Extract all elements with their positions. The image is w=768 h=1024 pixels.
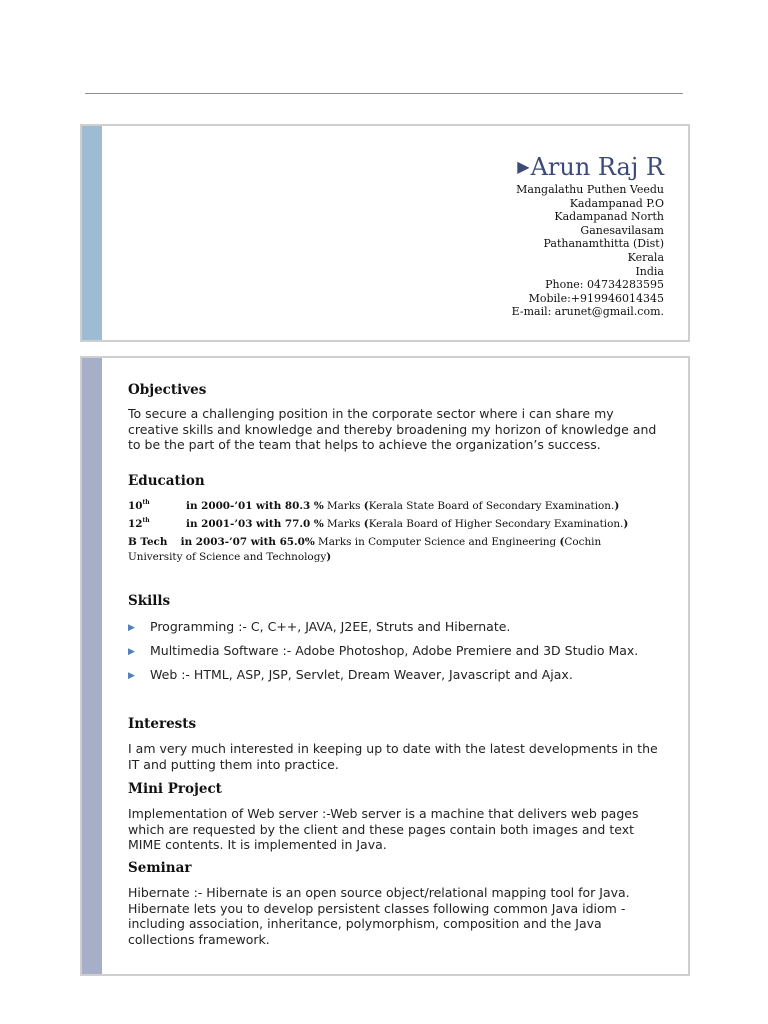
bullet-arrow-icon: ▶ <box>128 671 135 681</box>
address-line-district: Pathanamthitta (Dist) <box>543 237 664 251</box>
education-board: Kerala Board of Higher Secondary Examination. <box>368 518 624 530</box>
education-marks-label: Marks in Computer Science and Engineering <box>314 536 560 548</box>
address-line-area: Kadampanad North <box>554 210 664 224</box>
address-line-house: Mangalathu Puthen Veedu <box>516 183 664 196</box>
phone-line: Phone: 04734283595 <box>545 278 664 292</box>
skills-heading: Skills <box>128 593 171 609</box>
mini-project-heading: Mini Project <box>128 781 222 797</box>
address-line-po: Kadampanad P.O <box>569 196 664 210</box>
education-degree: B Tech <box>128 536 168 548</box>
objectives-text: To secure a challenging position in the corporate sector where i can share my creative skills and knowledge and thereby broadening my horizon of knowledge and to be the part of the team that helps to achieve the organization’s success. <box>128 406 657 452</box>
education-row-12th: 12th in 2001-’03 with 77.0 % Marks (Kerala Board of Higher Secondary Examination.) <box>128 517 629 530</box>
mini-project-text: Implementation of Web server :-Web server is a machine that delivers web pages which are requested by the client and these pages contain both images and text MIME contents. It is implemented in Java. <box>128 806 639 852</box>
name-text: Arun Raj R <box>530 153 664 181</box>
seminar-text: Hibernate :- Hibernate is an open source object/relational mapping tool for Java. Hibernate lets you to develop persistent classes following common Java idiom - including association, inheritance, polymorphism, composition and the Java collections framework. <box>128 885 630 947</box>
bullet-arrow-icon: ▶ <box>128 647 135 657</box>
education-detail: in 2003-’07 with 65.0% <box>180 536 315 548</box>
name-arrow-icon: ▶ <box>517 157 530 176</box>
education-row-btech: B Tech in 2003-’07 with 65.0% Marks in Computer Science and Engineering (Cochin University of Science and Technology) <box>128 536 602 563</box>
education-degree: 10th <box>128 499 150 512</box>
skill-text: Programming :- C, C++, JAVA, J2EE, Struts and Hibernate. <box>150 619 511 634</box>
mobile-line: Mobile:+919946014345 <box>528 291 664 305</box>
top-divider <box>85 93 683 94</box>
education-marks-label: Marks <box>323 500 364 512</box>
skill-text: Web :- HTML, ASP, JSP, Servlet, Dream Weaver, Javascript and Ajax. <box>150 667 573 682</box>
education-detail: in 2000-’01 with 80.3 % <box>186 500 324 512</box>
education-heading: Education <box>128 473 205 489</box>
skill-item <box>128 619 510 634</box>
education-row-10th: 10th in 2000-’01 with 80.3 % Marks (Kerala State Board of Secondary Examination.) <box>128 499 620 512</box>
interests-heading: Interests <box>128 716 197 732</box>
interests-text: I am very much interested in keeping up to date with the latest developments in the IT and putting them into practice. <box>128 741 658 772</box>
contact-card-accent-bar <box>82 126 102 340</box>
education-board: Kerala State Board of Secondary Examination. <box>368 500 615 512</box>
address-line-country: India <box>635 264 664 278</box>
resume-body-accent-bar <box>82 358 102 974</box>
address-line-state: Kerala <box>627 250 664 264</box>
bullet-arrow-icon: ▶ <box>128 623 135 633</box>
objectives-heading: Objectives <box>128 382 207 398</box>
education-university: Cochin University of Science and Technology <box>128 536 602 563</box>
education-detail: in 2001-’03 with 77.0 % <box>186 518 324 530</box>
skill-item <box>128 667 573 682</box>
contact-card <box>80 124 690 342</box>
skill-item <box>128 643 638 658</box>
resume-name <box>512 152 664 182</box>
resume-body-card <box>80 356 690 976</box>
skill-text: Multimedia Software :- Adobe Photoshop, Adobe Premiere and 3D Studio Max. <box>150 643 639 658</box>
education-marks-label: Marks <box>323 518 364 530</box>
email-line: E-mail: arunet@gmail.com. <box>511 305 664 319</box>
contact-block <box>512 152 664 319</box>
seminar-heading: Seminar <box>128 860 192 876</box>
address-line-locality: Ganesavilasam <box>580 223 664 237</box>
education-degree: 12th <box>128 517 150 530</box>
